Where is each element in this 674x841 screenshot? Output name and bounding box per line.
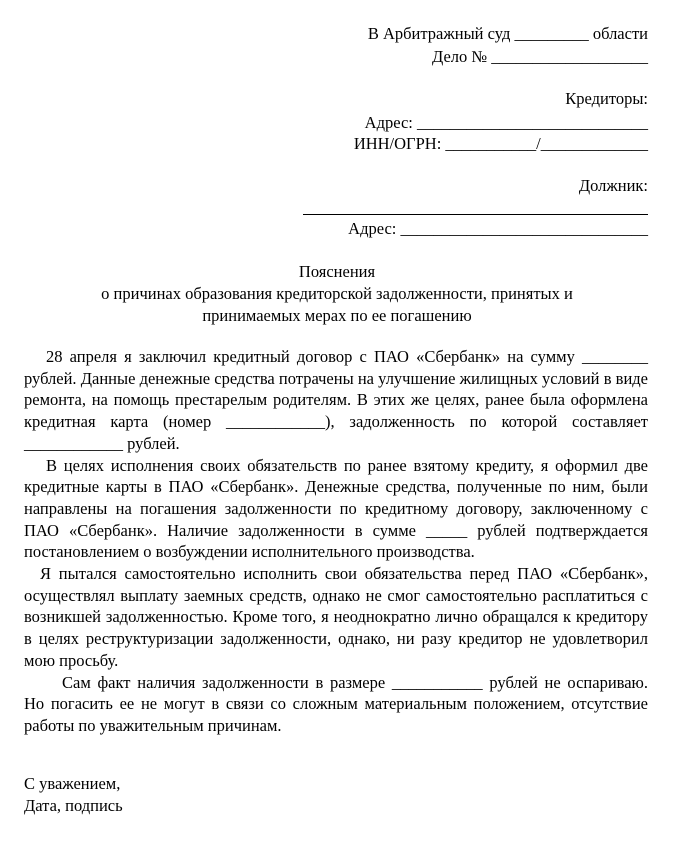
paragraph-credit-cards: В целях исполнения своих обязательств по ранее взятому кредиту, я оформил две кредитные карты в ПАО «Сбербанк». Денежные средства, полученные по ним, были направлены на погашения задолженности по кредитному договору, заключенному с ПАО «Сбербанк». Наличие задолженности в сумме _____ рублей подтверждается постановлением о возбуждении исполнительного производства. [24,455,648,562]
creditors-label: Кредиторы: [565,89,648,108]
paragraph-loan: 28 апреля я заключил кредитный договор с ПАО «Сбербанк» на сумму ________ рублей. Данные денежные средства потрачены на улучшение жилищных условий в виде ремонта, на помощь престарелым родителям. В этих же целях, ранее была оформлена кредитная карта (номер ____________), задолженность по которой составляет ____________ рублей. [24,347,648,453]
explanation-body [24,346,648,737]
case-number-line: Дело № ___________________ [431,47,648,66]
date-signature-line: Дата, подпись [24,796,123,815]
closing-regards: С уважением, [24,774,121,793]
document-subtitle-line-2: принимаемых мерах по ее погашению [202,306,472,325]
debtor-address-line: Адрес: ______________________________ [348,219,648,238]
document-title: Пояснения [298,262,376,281]
paragraph-attempts: Я пытался самостоятельно исполнить свои обязательства перед ПАО «Сбербанк», осуществлял выплату заемных средств, однако не смог самостоятельно расплатиться с возникшей задолженностью. Кроме того, я неоднократно лично обращался к кредитору в целях реструктуризации задолженности, однако, ни разу кредитор не удовлетворил мою просьбу. [24,564,648,670]
debtor-label: Должник: [578,176,648,195]
inn-ogrn-line: ИНН/ОГРН: ___________/_____________ [353,134,648,153]
creditors-address-line: Адрес: ____________________________ [364,113,648,132]
debtor-name-rule [303,214,648,215]
document-subtitle-line-1: о причинах образования кредиторской задолженности, принятых и [101,284,573,303]
court-line: В Арбитражный суд _________ области [367,24,648,43]
paragraph-acknowledgement: Сам факт наличия задолженности в размере ___________ рублей не оспариваю. Но погасить ее не могут в связи со сложным материальным положением, отсутствие работы по уважительным причинам. [24,672,648,735]
